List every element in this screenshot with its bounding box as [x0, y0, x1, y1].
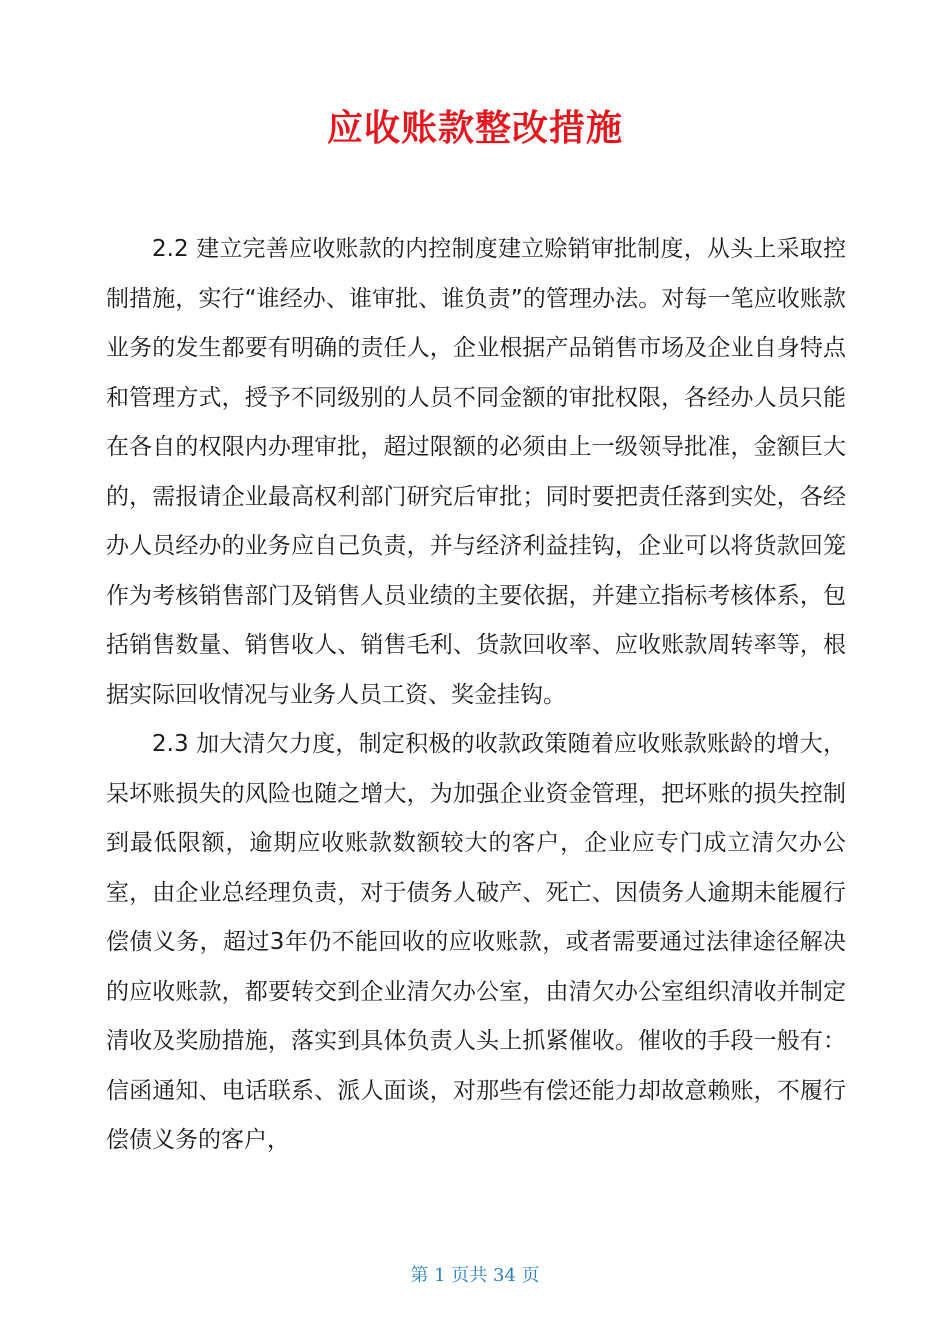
document-title: 应收账款整改措施	[326, 108, 623, 149]
page-footer: 第 1 页共 34 页	[410, 1265, 540, 1286]
document-body	[106, 225, 846, 1166]
paragraph-2-2: 2.2 建立完善应收账款的内控制度建立赊销审批制度，从头上采取控制措施，实行“谁经办、谁审批、谁负责”的管理办法。对每一笔应收账款业务的发生都要有明确的责任人，企业根据产品销售市场及企业自身特点和管理方式，授予不同级别的人员不同金额的审批权限，各经办人员只能在各自的权限内办理审批，超过限额的必须由上一级领导批准，金额巨大的，需报请企业最高权利部门研究后审批；同时要把责任落到实处，各经办人员经办的业务应自己负责，并与经济利益挂钩，企业可以将货款回笼作为考核销售部门及销售人员业绩的主要依据，并建立指标考核体系，包括销售数量、销售收人、销售毛利、货款回收率、应收账款周转率等，根据实际回收情况与业务人员工资、奖金挂钩。	[106, 236, 846, 708]
paragraph-2-3: 2.3 加大清欠力度，制定积极的收款政策随着应收账款账龄的增大，呆坏账损失的风险也随之增大，为加强企业资金管理，把坏账的损失控制到最低限额，逾期应收账款数额较大的客户，企业应专门成立清欠办公室，由企业总经理负责，对于债务人破产、死亡、因债务人逾期未能履行偿债义务，超过3年仍不能回收的应收账款，或者需要通过法律途径解决的应收账款，都要转交到企业清欠办公室，由清欠办公室组织清收并制定清收及奖励措施，落实到具体负责人头上抓紧催收。催收的手段一般有：信函通知、电话联系、派人面谈，对那些有偿还能力却故意赖账，不履行偿债义务的客户，	[106, 731, 846, 1153]
